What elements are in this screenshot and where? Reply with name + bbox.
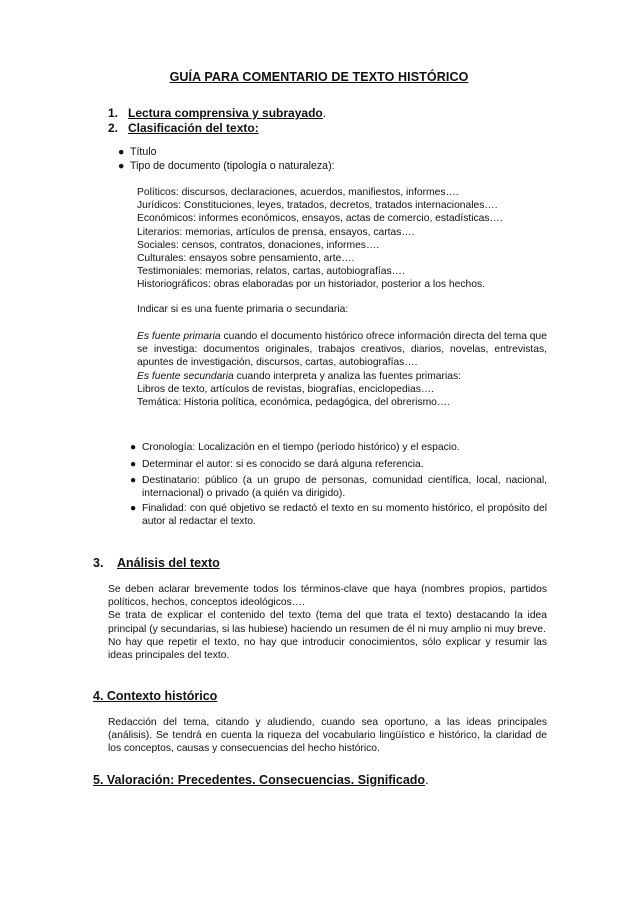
step-1-label: Lectura comprensiva y subrayado <box>128 106 323 120</box>
paragraph: Se deben aclarar brevemente todos los términos-clave que haya (nombres propios, partidos políticos, hechos, conceptos ideológicos…. <box>108 584 547 609</box>
section-5-heading <box>93 773 429 787</box>
bullet-icon: ● <box>130 475 137 486</box>
step-2-heading <box>108 121 259 135</box>
step-1-heading <box>108 106 326 120</box>
section-4-body: Redacción del tema, citando y aludiendo, cuando sea oportuno, a las ideas principales (análisis). Se tendrá en cuenta la riqueza del vocabulario lingüístico e histórico, la claridad de los conceptos, causas y consecuencias del hecho histórico. <box>108 717 547 755</box>
paragraph: No hay que repetir el texto, no hay que introducir conocimientos, sólo explicar y resumir las ideas principales del texto. <box>108 636 547 662</box>
list-item <box>118 146 157 159</box>
bullet-icon: ● <box>130 459 137 470</box>
bullet-text: Determinar el autor: si es conocido se dará alguna referencia. <box>142 459 424 470</box>
list-item: Literarios: memorias, artículos de prensa, ensayos, cartas…. <box>137 226 415 238</box>
sources-block <box>137 330 547 409</box>
list-item <box>130 441 547 454</box>
primary-text: cuando el documento histórico ofrece información directa del tema que se investiga: documentos originales, trabajos creativos, diarios, novelas, entrevistas, apuntes de investigación, discursos, cartas, autobiografías…. <box>137 331 547 369</box>
section-5-title: 5. Valoración: Precedentes. Consecuencias. Significado <box>93 773 426 787</box>
section-3-heading <box>93 556 220 570</box>
primary-source-paragraph <box>137 330 547 370</box>
section-5-suffix: . <box>425 773 429 787</box>
bullet-text: Cronología: Localización en el tiempo (período histórico) y el espacio. <box>142 442 460 453</box>
list-item <box>130 458 547 471</box>
bullet-text: Título <box>130 146 157 158</box>
secondary-line: Libros de texto, artículos de revistas, biografías, enciclopedias…. <box>137 383 435 395</box>
section-4-title: 4. Contexto histórico <box>93 689 218 703</box>
secondary-line: Temática: Historia política, económica, pedagógica, del obrerismo…. <box>137 397 451 409</box>
list-item: Sociales: censos, contratos, donaciones, informes…. <box>137 239 380 251</box>
bullet-text: Finalidad: con qué objetivo se redactó el texto en su momento histórico, el propósito del autor al redactar el texto. <box>142 503 547 528</box>
list-item: Testimoniales: memorias, relatos, cartas, autobiografías…. <box>137 266 405 278</box>
list-item <box>130 474 547 500</box>
list-item: Económicos: informes económicos, ensayos, actas de comercio, estadísticas…. <box>137 213 503 225</box>
step-1-suffix: . <box>322 106 327 120</box>
bullet-icon: ● <box>118 160 125 172</box>
step-1-number: 1. <box>108 106 119 120</box>
bullet-text: Destinatario: público (a un grupo de personas, comunidad científica, local, nacional, internacional) o privado (a quién va dirigido). <box>142 475 547 500</box>
secondary-source-paragraph <box>137 370 547 383</box>
bullet-icon: ● <box>130 503 137 514</box>
list-item <box>130 502 547 528</box>
page-title: GUÍA PARA COMENTARIO DE TEXTO HISTÓRICO <box>169 70 469 84</box>
step-2-label: Clasificación del texto: <box>128 121 259 135</box>
primary-term: Es fuente primaria <box>137 331 221 342</box>
section-3-body <box>108 583 547 662</box>
list-item: Jurídicos: Constituciones, leyes, tratados, decretos, tratados internacionales…. <box>137 200 498 212</box>
list-item: Historiográficos: obras elaboradas por un historiador, posterior a los hechos. <box>137 279 485 291</box>
step-2-number: 2. <box>108 121 119 135</box>
list-item: Políticos: discursos, declaraciones, acuerdos, manifiestos, informes…. <box>137 187 459 198</box>
document-types-list <box>137 186 547 292</box>
bullet-text: Tipo de documento (tipología o naturaleza): <box>130 160 335 172</box>
indicate-source-text: Indicar si es una fuente primaria o secundaria: <box>137 304 349 315</box>
list-item <box>118 160 335 173</box>
secondary-term: Es fuente secundaria <box>137 370 234 382</box>
bullet-icon: ● <box>130 442 137 453</box>
section-4-heading <box>93 689 217 703</box>
list-item: Culturales: ensayos sobre pensamiento, arte…. <box>137 253 355 265</box>
secondary-text: cuando interpreta y analiza las fuentes primarias: <box>233 370 461 382</box>
section-3-title: Análisis del texto <box>117 556 220 570</box>
paragraph: Se trata de explicar el contenido del texto (tema del que trata el texto) destacando la idea principal (y secundarias, si las hubiese) haciendo un resumen de él ni muy amplio ni muy breve. <box>108 610 547 635</box>
section-3-number: 3. <box>93 556 104 570</box>
bullet-icon: ● <box>118 146 125 158</box>
